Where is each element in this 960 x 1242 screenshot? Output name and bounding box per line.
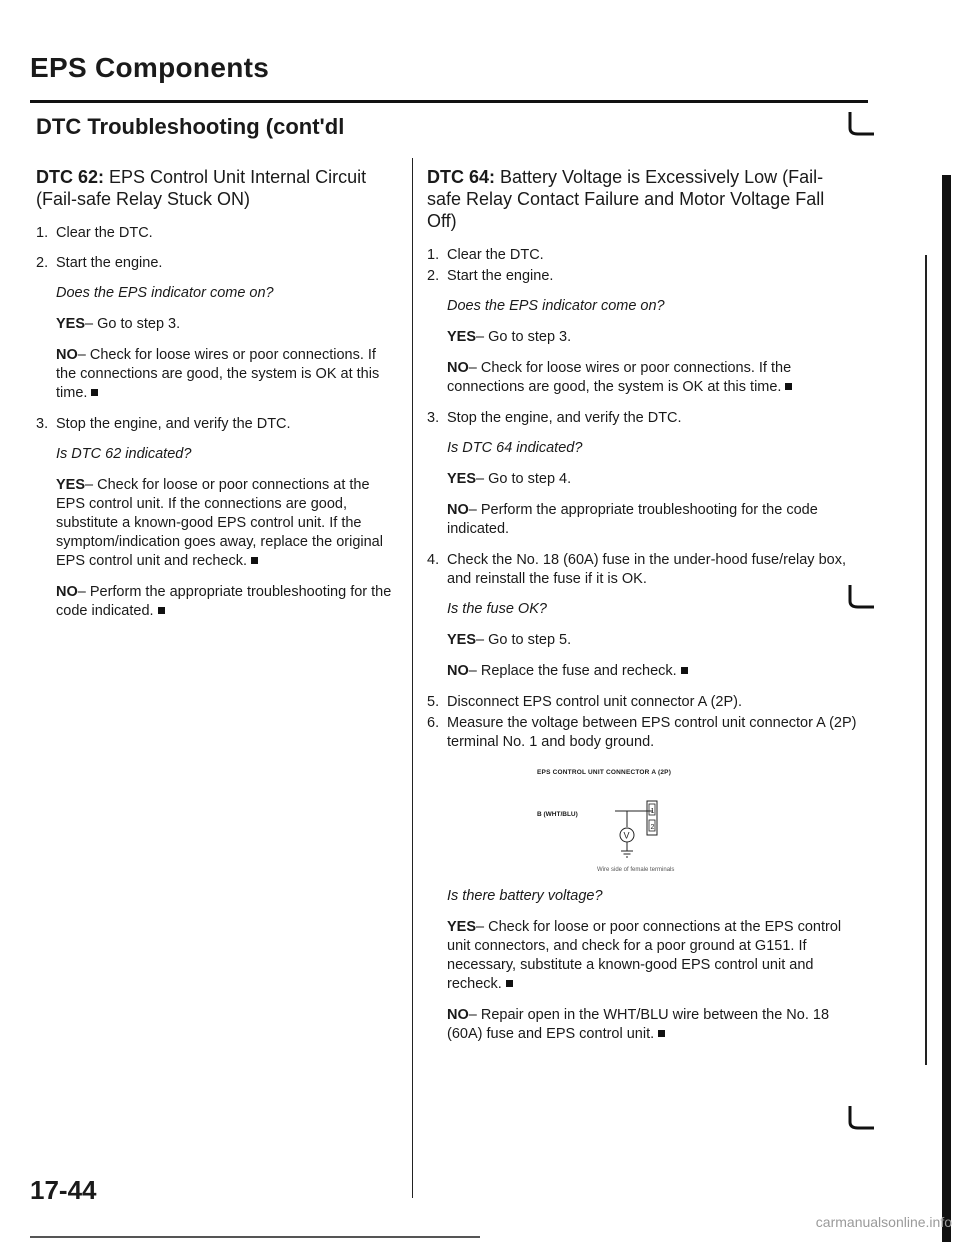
answer-text: – Perform the appropriate troubleshooting for the code indicated. xyxy=(447,502,818,537)
yes-label: YES xyxy=(447,471,477,487)
question-indicator: Does the EPS indicator come on? xyxy=(56,285,274,301)
yes-label: YES xyxy=(447,632,477,648)
yes-label: YES xyxy=(447,919,477,935)
voltmeter-symbol: V xyxy=(623,830,630,841)
answer-yes xyxy=(447,470,857,489)
step-number: 3. xyxy=(36,416,49,432)
step-1 xyxy=(36,224,398,243)
answer-no xyxy=(56,346,398,403)
answer-text: – Go to step 5. xyxy=(476,632,572,648)
section-title: DTC Troubleshooting (cont'dl xyxy=(36,114,345,139)
step-number: 4. xyxy=(427,552,440,568)
terminal-1-label: 1 xyxy=(650,808,655,815)
step-5 xyxy=(427,693,857,712)
step-6 xyxy=(427,714,857,752)
no-label: NO xyxy=(447,360,469,376)
step-text: Clear the DTC. xyxy=(56,225,153,241)
step-text: Check the No. 18 (60A) fuse in the under-hood fuse/relay box, and reinstall the fuse if it is OK. xyxy=(447,552,846,587)
answer-text: – Check for loose wires or poor connections. If the connections are good, the system is OK at this time. xyxy=(447,360,792,395)
answer-yes xyxy=(447,918,857,994)
step-2 xyxy=(36,254,398,273)
step-number: 5. xyxy=(427,694,440,710)
no-label: NO xyxy=(447,663,469,679)
terminal-caption: Wire side of female terminals xyxy=(597,867,675,873)
no-label: NO xyxy=(56,584,78,600)
step-text: Start the engine. xyxy=(447,268,554,284)
no-label: NO xyxy=(56,347,78,363)
step-text: Start the engine. xyxy=(56,255,163,271)
watermark: carmanualsonline.info xyxy=(815,1214,952,1230)
wire-label: B (WHT/BLU) xyxy=(537,811,578,818)
answer-no xyxy=(447,662,857,681)
step-text: Measure the voltage between EPS control unit connector A (2P) terminal No. 1 and body ground. xyxy=(447,715,857,750)
step-number: 1. xyxy=(427,247,440,263)
page-number: 17-44 xyxy=(30,1175,97,1205)
margin-tab-icon xyxy=(848,583,876,611)
connector-caption: EPS CONTROL UNIT CONNECTOR A (2P) xyxy=(537,769,672,776)
right-column xyxy=(427,166,857,1056)
dtc64-title: Battery Voltage is Excessively Low (Fail-safe Relay Contact Failure and Motor Voltage Fall Off) xyxy=(427,167,825,231)
answer-text: – Perform the appropriate troubleshooting for the code indicated. xyxy=(56,584,392,619)
voltmeter-schematic xyxy=(447,763,857,873)
answer-text: – Check for loose wires or poor connections. If the connections are good, the system is OK at this time. xyxy=(56,347,380,401)
bottom-rule xyxy=(30,1236,480,1238)
step-number: 1. xyxy=(36,225,49,241)
question-voltage: Is there battery voltage? xyxy=(447,888,603,904)
yes-label: YES xyxy=(56,316,86,332)
step-2 xyxy=(427,267,857,286)
answer-text: – Repair open in the WHT/BLU wire between the No. 18 (60A) fuse and EPS control unit. xyxy=(447,1007,830,1042)
question-dtc: Is DTC 62 indicated? xyxy=(56,446,192,462)
answer-no xyxy=(447,359,857,397)
title-rule xyxy=(30,100,868,103)
answer-no xyxy=(447,501,857,539)
dtc64-heading xyxy=(427,166,857,232)
answer-yes xyxy=(56,476,398,571)
answer-text: – Replace the fuse and recheck. xyxy=(469,663,688,679)
step-3 xyxy=(427,409,857,428)
column-divider xyxy=(412,158,413,1198)
page-title: EPS Components xyxy=(30,52,270,83)
no-label: NO xyxy=(447,502,469,518)
answer-text: – Check for loose or poor connections at the EPS control unit connectors, and check for a poor ground at G151. If necessary, substitute a known-good EPS control unit and recheck. xyxy=(447,919,842,992)
answer-text: – Check for loose or poor connections at the EPS control unit. If the connections are good, substitute a known-good EPS control unit. If the symptom/indication goes away, replace the original EPS control unit and recheck. xyxy=(56,477,383,569)
step-4 xyxy=(427,551,857,589)
answer-text: – Go to step 3. xyxy=(85,316,181,332)
no-label: NO xyxy=(447,1007,469,1023)
answer-no xyxy=(447,1006,857,1044)
step-number: 2. xyxy=(36,255,49,271)
answer-yes xyxy=(56,315,398,334)
margin-tab-icon xyxy=(848,110,876,138)
dtc62-heading xyxy=(36,166,398,210)
yes-label: YES xyxy=(447,329,477,345)
yes-label: YES xyxy=(56,477,86,493)
dtc64-code: DTC 64: xyxy=(427,167,496,187)
left-column xyxy=(36,166,398,633)
binding-line xyxy=(925,255,927,1065)
step-number: 2. xyxy=(427,268,440,284)
step-text: Clear the DTC. xyxy=(447,247,544,263)
question-dtc: Is DTC 64 indicated? xyxy=(447,440,583,456)
answer-text: – Go to step 4. xyxy=(476,471,572,487)
answer-yes xyxy=(447,631,857,650)
dtc62-code: DTC 62: xyxy=(36,167,105,187)
connector-diagram xyxy=(447,763,857,873)
terminal-2-label: 2 xyxy=(650,824,655,831)
step-1 xyxy=(427,246,857,265)
margin-tab-icon xyxy=(848,1104,876,1132)
question-fuse: Is the fuse OK? xyxy=(447,601,547,617)
answer-yes xyxy=(447,328,857,347)
dtc62-title: EPS Control Unit Internal Circuit (Fail-safe Relay Stuck ON) xyxy=(36,167,367,209)
step-number: 6. xyxy=(427,715,440,731)
step-text: Disconnect EPS control unit connector A (2P). xyxy=(447,694,742,710)
question-indicator: Does the EPS indicator come on? xyxy=(447,298,665,314)
step-number: 3. xyxy=(427,410,440,426)
step-text: Stop the engine, and verify the DTC. xyxy=(447,410,682,426)
step-3 xyxy=(36,415,398,434)
answer-text: – Go to step 3. xyxy=(476,329,572,345)
answer-no xyxy=(56,583,398,621)
step-text: Stop the engine, and verify the DTC. xyxy=(56,416,291,432)
binding-edge xyxy=(942,175,951,1242)
